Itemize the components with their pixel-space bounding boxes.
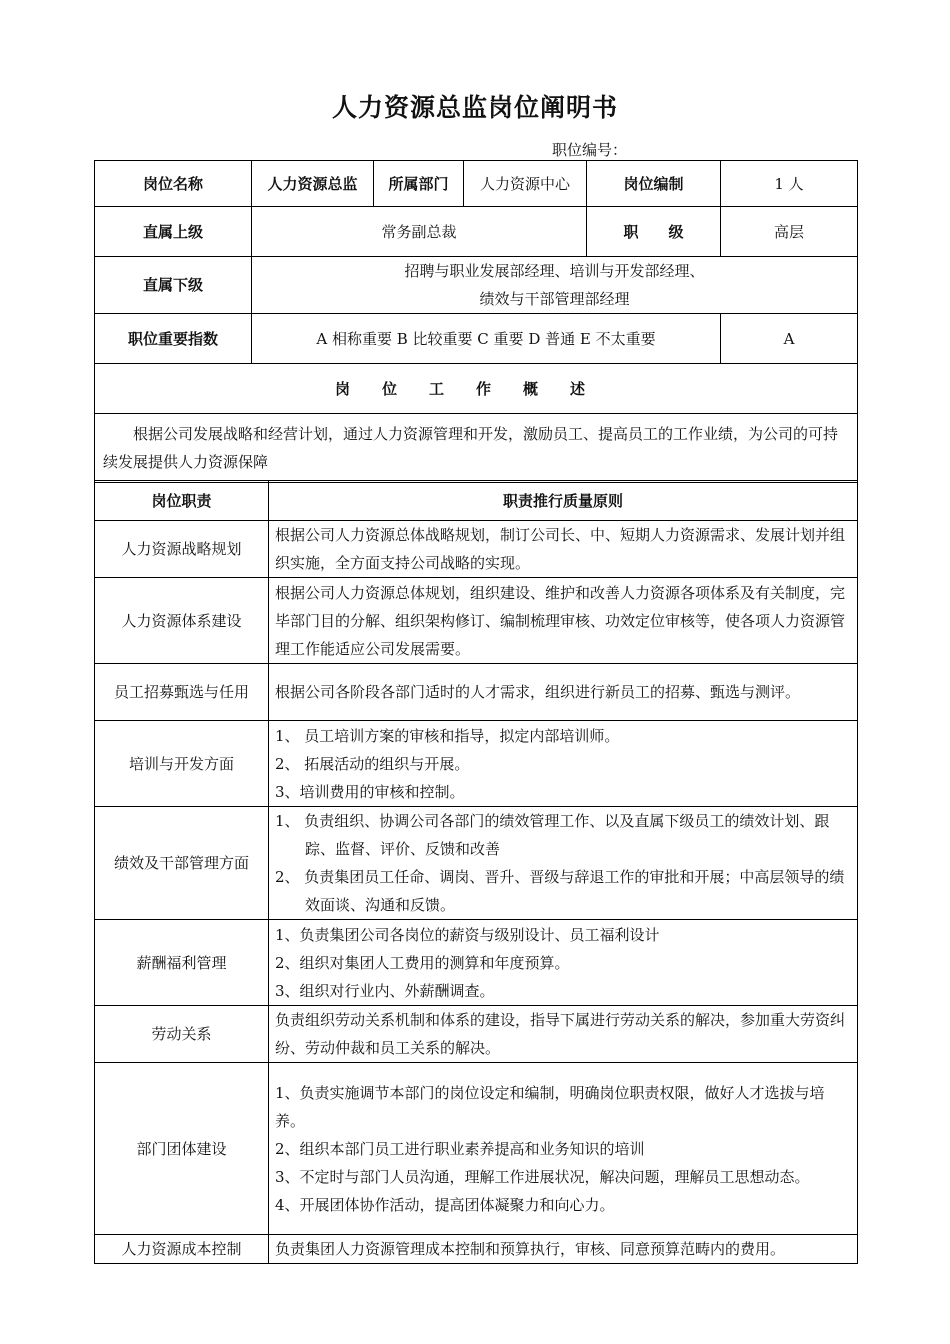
- subordinate-line-2: 绩效与干部管理部经理: [479, 290, 630, 308]
- duty-principle-line: 负责组织劳动关系机制和体系的建设，指导下属进行劳动关系的解决，参加重大劳资纠纷、劳动仲裁和员工关系的解决。: [275, 1011, 846, 1057]
- position-info-table: [94, 160, 858, 483]
- duty-name: 人力资源体系建设: [95, 578, 269, 664]
- duty-principle-line: 1、 负责组织、协调公司各部门的绩效管理工作、以及直属下级员工的绩效计划、跟踪、监督、评价、反馈和改善: [275, 812, 830, 858]
- rank-value: 高层: [721, 207, 858, 257]
- duty-principle-line: 2、组织本部门员工进行职业素养提高和业务知识的培训: [275, 1139, 645, 1158]
- duty-principle-line: 1、负责集团公司各岗位的薪资与级别设计、员工福利设计: [275, 925, 660, 944]
- duty-name: 部门团体建设: [95, 1063, 269, 1235]
- importance-value: A: [721, 314, 858, 364]
- duty-name: 绩效及干部管理方面: [95, 807, 269, 920]
- duty-principle-line: 根据公司各阶段各部门适时的人才需求，组织进行新员工的招募、甄选与测评。: [275, 683, 801, 701]
- duty-row: [95, 721, 858, 807]
- duty-principle: [269, 920, 858, 1006]
- rank-label: 职 级: [587, 207, 721, 257]
- duty-row: [95, 920, 858, 1006]
- subordinate-label: 直属下级: [95, 257, 252, 314]
- duty-name: 培训与开发方面: [95, 721, 269, 807]
- duty-principle-line: 2、组织对集团人工费用的测算和年度预算。: [275, 953, 570, 972]
- duty-principle-line: 1、 员工培训方案的审核和指导，拟定内部培训师。: [275, 726, 620, 745]
- duty-principle: [269, 664, 858, 721]
- duty-row: [95, 521, 858, 578]
- duty-row: [95, 578, 858, 664]
- duty-principle: [269, 1006, 858, 1063]
- duty-principle: [269, 1235, 858, 1264]
- document-title: 人力资源总监岗位阐明书: [331, 93, 618, 122]
- duty-principle-line: 负责集团人力资源管理成本控制和预算执行，审核、同意预算范畴内的费用。: [275, 1240, 786, 1258]
- subordinate-value: [252, 257, 858, 314]
- duty-principle-line: 3、组织对行业内、外薪酬调查。: [275, 981, 495, 1000]
- duty-principle: [269, 521, 858, 578]
- department-label: 所属部门: [374, 161, 464, 207]
- duty-principle-line: 1、负责实施调节本部门的岗位设定和编制，明确岗位职责权限，做好人才选拔与培养。: [275, 1083, 825, 1130]
- department-value: 人力资源中心: [464, 161, 587, 207]
- importance-scale: A 相称重要 B 比较重要 C 重要 D 普通 E 不太重要: [252, 314, 721, 364]
- superior-label: 直属上级: [95, 207, 252, 257]
- duty-row: [95, 1063, 858, 1235]
- duty-row: [95, 664, 858, 721]
- overview-heading: 岗位工作概述: [95, 364, 858, 414]
- duty-name: 薪酬福利管理: [95, 920, 269, 1006]
- duty-row: [95, 1006, 858, 1063]
- duty-name: 劳动关系: [95, 1006, 269, 1063]
- duties-header-principle: 职责推行质量原则: [269, 481, 858, 521]
- quota-value: 1 人: [721, 161, 858, 207]
- duties-table: [94, 480, 858, 1264]
- duty-principle-line: 3、不定时与部门人员沟通，理解工作进展状况，解决问题，理解员工思想动态。: [275, 1167, 810, 1186]
- duty-principle-line: 2、 负责集团员工任命、调岗、晋升、晋级与辞退工作的审批和开展；中高层领导的绩效面谈、沟通和反馈。: [275, 868, 845, 914]
- overview-text: 根据公司发展战略和经营计划，通过人力资源管理和开发，激励员工、提高员工的工作业绩，为公司的可持续发展提供人力资源保障: [95, 414, 858, 483]
- position-name-value: 人力资源总监: [252, 161, 374, 207]
- duty-row: [95, 807, 858, 920]
- quota-label: 岗位编制: [587, 161, 721, 207]
- duty-principle-line: 2、 拓展活动的组织与开展。: [275, 754, 470, 773]
- duty-name: 员工招募甄选与任用: [95, 664, 269, 721]
- duty-name: 人力资源成本控制: [95, 1235, 269, 1264]
- duty-principle: [269, 578, 858, 664]
- duty-principle-line: 4、开展团体协作活动，提高团体凝聚力和向心力。: [275, 1195, 615, 1214]
- duty-row: [95, 1235, 858, 1264]
- superior-value: 常务副总裁: [252, 207, 587, 257]
- position-name-label: 岗位名称: [95, 161, 252, 207]
- duty-principle-line: 3、培训费用的审核和控制。: [275, 782, 465, 801]
- position-number-label: 职位编号：: [552, 141, 628, 159]
- duty-name: 人力资源战略规划: [95, 521, 269, 578]
- subordinate-line-1: 招聘与职业发展部经理、培训与开发部经理、: [404, 262, 705, 280]
- duty-principle-line: 根据公司人力资源总体规划，组织建设、维护和改善人力资源各项体系及有关制度，完毕部门目的分解、组织架构修订、编制梳理审核、功效定位审核等，使各项人力资源管理工作能适应公司发展需要。: [275, 583, 846, 658]
- duty-principle: [269, 807, 858, 920]
- duties-header-duty: 岗位职责: [95, 481, 269, 521]
- duties-body: [95, 481, 858, 1264]
- importance-label: 职位重要指数: [95, 314, 252, 364]
- duty-principle-line: 根据公司人力资源总体战略规划，制订公司长、中、短期人力资源需求、发展计划并组织实施，全方面支持公司战略的实现。: [275, 526, 846, 572]
- duty-principle: [269, 721, 858, 807]
- duty-principle: [269, 1063, 858, 1235]
